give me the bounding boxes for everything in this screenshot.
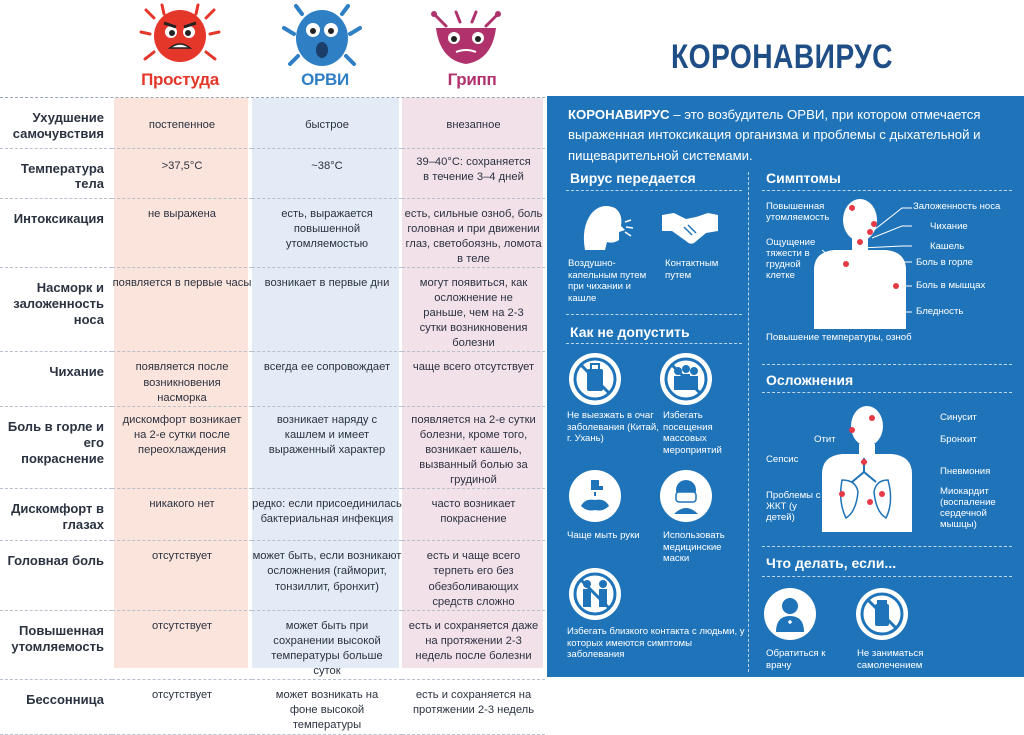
handshake-icon <box>660 205 720 247</box>
row-label: Боль в горле и его покраснение <box>0 406 112 489</box>
todo-title: Что делать, если... <box>766 555 897 571</box>
orvi-cell: редко: если присоединилась бактериальная инфекция <box>252 489 402 541</box>
intro-bold: КОРОНАВИРУС <box>568 107 670 122</box>
prevent-item-wash: Чаще мыть руки <box>567 530 640 541</box>
orvi-cell: возникает в первые дни <box>252 267 402 352</box>
orvi-cell: может быть, если возникают осложнения (гайморит, тонзиллит, бронхит) <box>252 541 402 610</box>
flu-column-title: Грипп <box>447 70 497 89</box>
flu-virus-mascot-icon <box>426 4 506 70</box>
symptom-pallor: Бледность <box>916 306 964 317</box>
orvi-cell: может возникать на фоне высокой температуры <box>252 680 402 734</box>
symptom-sneezing: Чихание <box>930 221 968 232</box>
complication-otitis: Отит <box>814 434 836 445</box>
cold-cell: отсутствует <box>112 680 252 734</box>
cold-cell: отсутствует <box>112 541 252 610</box>
orvi-virus-mascot-icon <box>282 4 362 70</box>
symptom-congestion: Заложенность носа <box>913 201 1001 212</box>
row-label: Бессонница <box>0 680 112 734</box>
complication-sepsis: Сепсис <box>766 454 799 465</box>
cold-cell: появляется после возникновения насморка <box>112 352 252 406</box>
section-divider <box>762 190 1012 191</box>
transmission-title: Вирус передается <box>570 170 696 186</box>
row-label: Чихание <box>0 352 112 406</box>
sneezing-head-icon <box>575 198 635 254</box>
row-label: Повышенная утомляемость <box>0 610 112 679</box>
contact-label: Контактным путем <box>665 258 719 281</box>
row-label: Интоксикация <box>0 198 112 267</box>
complication-gi: Проблемы с ЖКТ (у детей) <box>766 490 821 524</box>
table-row <box>0 98 545 148</box>
complication-bronchitis: Бронхит <box>940 434 977 445</box>
symptom-cough: Кашель <box>930 241 965 252</box>
symptom-chest: Ощущение тяжести в грудной клетке <box>766 237 816 282</box>
doctor-icon <box>764 588 816 640</box>
flu-cell: есть и чаще всего терпеть его без обезболивающих средств сложно <box>402 541 545 610</box>
comparison-table <box>0 98 545 735</box>
table-row <box>0 489 545 541</box>
row-label: Ухудшение самочувствия <box>0 98 112 148</box>
todo-no-self-medication: Не заниматься самолечением <box>857 648 924 671</box>
section-divider <box>566 190 742 191</box>
orvi-cell: быстрое <box>252 98 402 148</box>
cold-cell: >37,5°С <box>112 148 252 198</box>
cold-cell: не выражена <box>112 198 252 267</box>
section-divider <box>566 314 742 315</box>
cold-cell: никакого нет <box>112 489 252 541</box>
cold-cell: дискомфорт возникает на 2-е сутки после переохлаждения <box>112 406 252 489</box>
panel-vertical-divider <box>748 172 749 672</box>
flu-cell: 39–40°С: сохраняется в течение 3–4 дней <box>402 148 545 198</box>
complication-sinusitis: Синусит <box>940 412 977 423</box>
complication-pneumonia: Пневмония <box>940 466 991 477</box>
row-label: Насморк и заложенность носа <box>0 267 112 352</box>
table-row <box>0 541 545 610</box>
orvi-column-title: ОРВИ <box>301 70 349 89</box>
table-row <box>0 148 545 198</box>
orvi-cell: ~38°С <box>252 148 402 198</box>
prevention-title: Как не допустить <box>570 324 690 340</box>
symptom-muscles: Боль в мышцах <box>916 280 986 291</box>
row-label: Головная боль <box>0 541 112 610</box>
row-label: Температура тела <box>0 148 112 198</box>
flu-cell: часто возникает покраснение <box>402 489 545 541</box>
section-divider <box>762 576 1012 577</box>
cold-cell: постепенное <box>112 98 252 148</box>
todo-doctor: Обратиться к врачу <box>766 648 826 671</box>
human-body-organs-icon <box>812 402 922 532</box>
table-row <box>0 267 545 352</box>
flu-cell: появляется на 2-е сутки болезни, кроме того, возникает кашель, вызванный болью за грудиной <box>402 406 545 489</box>
cold-cell: отсутствует <box>112 610 252 679</box>
flu-cell: есть и сохраняется даже на протяжении 2-3 недель после болезни <box>402 610 545 679</box>
orvi-cell: может быть при сохранении высокой температуры больше суток <box>252 610 402 679</box>
no-crowds-icon <box>660 353 712 405</box>
no-travel-icon <box>569 353 621 405</box>
symptom-fever: Повышение температуры, озноб <box>766 332 912 343</box>
intro-text: – это возбудитель ОРВИ, при котором отмечается выраженная интоксикация организма и проблемы с дыхательной и пищеварительной системами. <box>568 107 981 163</box>
section-divider <box>762 364 1012 365</box>
table-row <box>0 198 545 267</box>
coronavirus-title: КОРОНАВИРУС <box>671 38 893 76</box>
table-row <box>0 680 545 734</box>
table-row <box>0 352 545 406</box>
table-row <box>0 406 545 489</box>
complication-myocarditis: Миокардит (воспаление сердечной мышцы) <box>940 486 996 531</box>
flu-cell: могут появиться, как осложнение не раньше, чем на 2-3 сутки возникновения болезни <box>402 267 545 352</box>
section-divider <box>762 546 1012 547</box>
cold-virus-mascot-icon <box>140 4 220 70</box>
symptom-fatigue: Повышенная утомляемость <box>766 201 830 224</box>
cold-cell: появляется в первые часы <box>112 267 252 352</box>
orvi-cell: есть, выражается повышенной утомляемостью <box>252 198 402 267</box>
prevent-item-crowds: Избегать посещения массовых мероприятий <box>663 410 722 456</box>
row-label: Дискомфорт в глазах <box>0 489 112 541</box>
flu-cell: внезапное <box>402 98 545 148</box>
cold-column-title: Простуда <box>141 70 219 89</box>
no-self-medication-icon <box>856 588 908 640</box>
medical-mask-icon <box>660 470 712 522</box>
flu-cell: есть и сохраняется на протяжении 2-3 недель <box>402 680 545 734</box>
section-divider <box>566 343 742 344</box>
orvi-cell: возникает наряду с кашлем и имеет выраженный характер <box>252 406 402 489</box>
symptom-throat: Боль в горле <box>916 257 974 268</box>
orvi-cell: всегда ее сопровождает <box>252 352 402 406</box>
airborne-label: Воздушно-капельным путем при чихании и кашле <box>568 258 647 304</box>
prevent-item-mask: Использовать медицинские маски <box>663 530 725 564</box>
section-divider <box>762 392 1012 393</box>
hand-wash-icon <box>569 470 621 522</box>
coronavirus-intro <box>568 105 1008 166</box>
flu-cell: есть, сильные озноб, боль головная и при движении глаз, светобоязнь, ломота в теле <box>402 198 545 267</box>
table-row <box>0 610 545 679</box>
complications-title: Осложнения <box>766 372 854 388</box>
prevent-item-travel: Не выезжать в очаг заболевания (Китай, г. Ухань) <box>567 410 659 444</box>
avoid-contact-icon <box>569 568 621 620</box>
symptoms-title: Симптомы <box>766 170 841 186</box>
flu-cell: чаще всего отсутствует <box>402 352 545 406</box>
prevent-item-contact: Избегать близкого контакта с людьми, у которых имеются симптомы заболевания <box>567 626 745 660</box>
